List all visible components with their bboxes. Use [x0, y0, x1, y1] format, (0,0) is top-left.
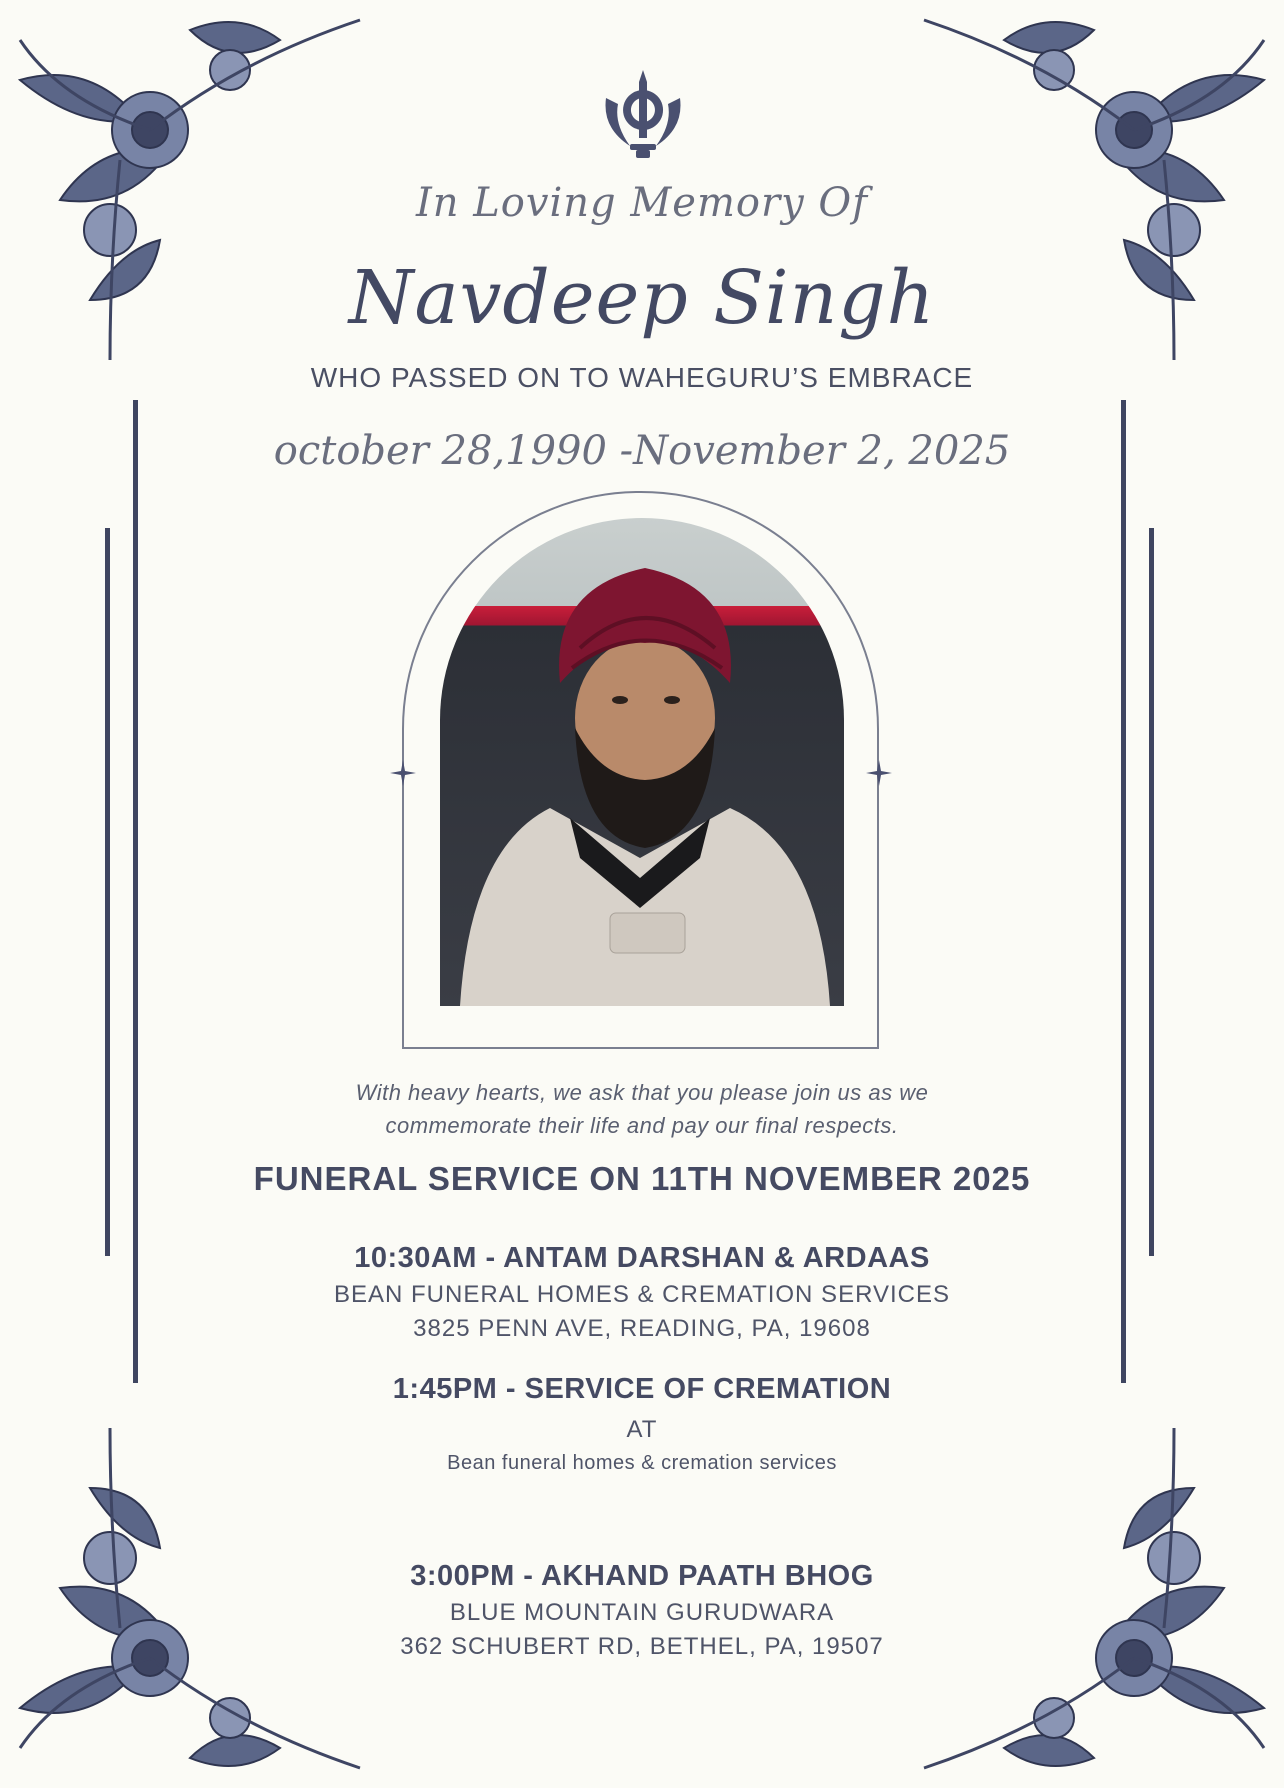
event-address: 362 SCHUBERT RD, BETHEL, PA, 19507 — [400, 1633, 884, 1660]
passed-on-subheading: WHO PASSED ON TO WAHEGURU’S EMBRACE — [310, 362, 974, 393]
event-address: 3825 PENN AVE, READING, PA, 19608 — [413, 1315, 871, 1342]
sparkle-star-icon — [866, 760, 892, 786]
invitation-message — [0, 1076, 1284, 1142]
right-inner-divider — [1149, 528, 1154, 1256]
event-at-label: AT — [626, 1416, 658, 1443]
portrait-photo — [440, 518, 844, 1006]
funeral-service-date: FUNERAL SERVICE ON 11TH NOVEMBER 2025 — [253, 1160, 1031, 1197]
event-location-name: BLUE MOUNTAIN GURUDWARA — [449, 1599, 835, 1626]
invitation-line-2: commemorate their life and pay our final respects. — [385, 1113, 899, 1138]
event-antam-darshan — [0, 1242, 1284, 1343]
right-outer-divider — [1121, 400, 1126, 1383]
in-loving-memory-heading: In Loving Memory Of — [415, 180, 869, 226]
left-outer-divider — [133, 400, 138, 1383]
event-time-title: 1:45PM - SERVICE OF CREMATION — [392, 1373, 892, 1405]
event-cremation — [0, 1373, 1284, 1475]
left-inner-divider — [105, 528, 110, 1256]
event-time-title: 3:00PM - AKHAND PAATH BHOG — [410, 1560, 874, 1592]
khanda-icon — [600, 68, 686, 160]
life-dates: october 28,1990 -November 2, 2025 — [273, 428, 1011, 474]
event-time-title: 10:30AM - ANTAM DARSHAN & ARDAAS — [354, 1242, 930, 1274]
sparkle-star-icon — [390, 760, 416, 786]
deceased-name: Navdeep Singh — [348, 255, 936, 341]
invitation-line-1: With heavy hearts, we ask that you please join us as we — [355, 1080, 929, 1105]
event-location-name: Bean funeral homes & cremation services — [447, 1452, 837, 1474]
event-location-name: BEAN FUNERAL HOMES & CREMATION SERVICES — [334, 1281, 950, 1308]
event-akhand-paath — [0, 1560, 1284, 1661]
